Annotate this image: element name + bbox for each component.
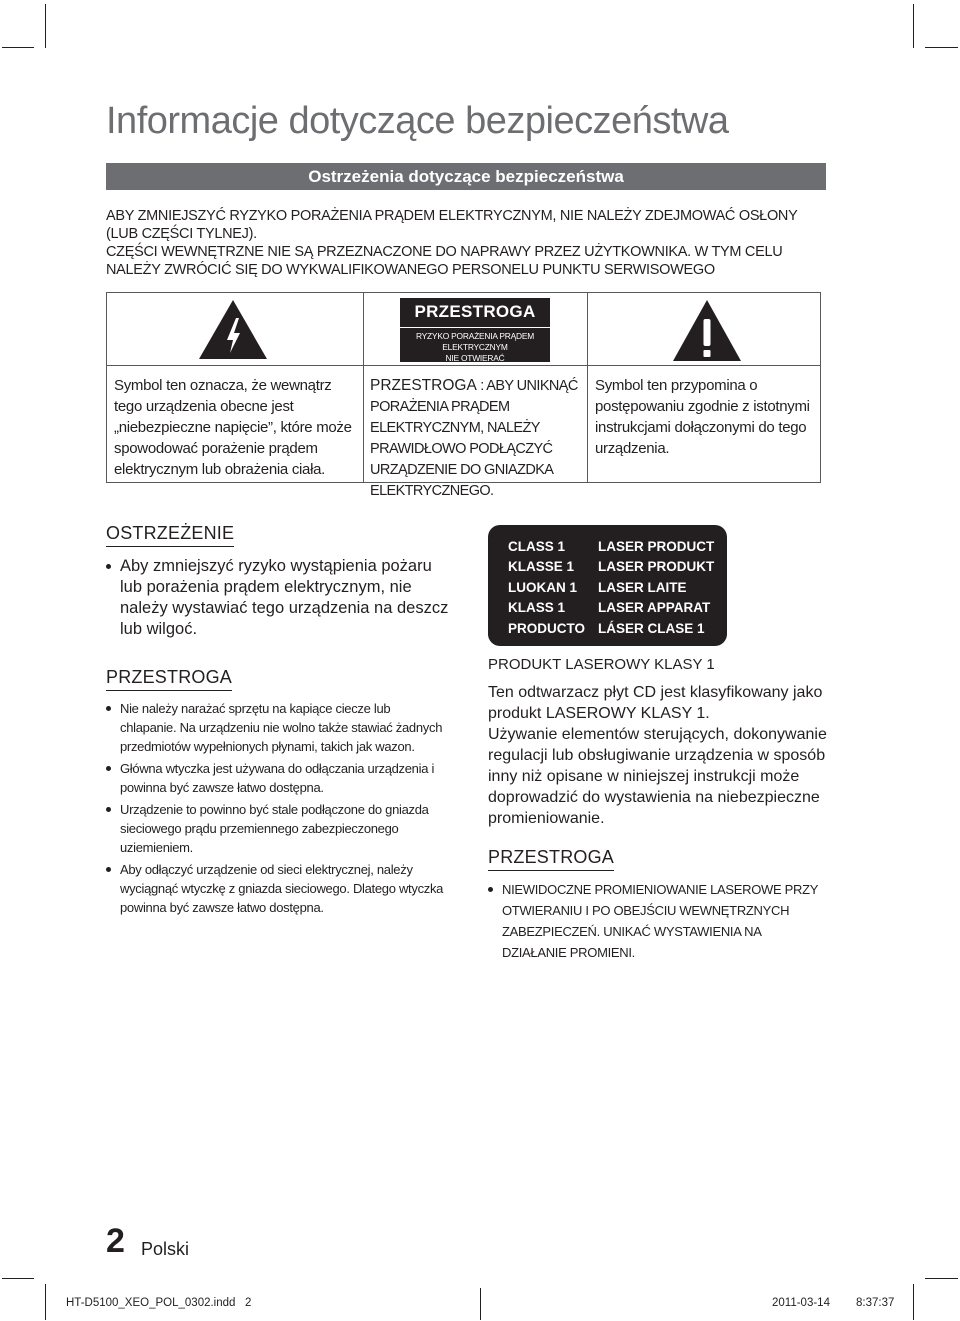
caution-label-box xyxy=(400,298,550,362)
crop-mark xyxy=(913,1284,914,1320)
crop-mark xyxy=(45,4,46,48)
crop-mark xyxy=(913,4,914,48)
footer-time: 8:37:37 xyxy=(856,1297,895,1309)
exclamation-symbol-description: Symbol ten przypomina o postępowaniu zgodnie z istotnymi instrukcjami dołączonymi do tego urządzenia. xyxy=(595,377,810,457)
laser-caution-list xyxy=(488,879,828,963)
intro-text xyxy=(106,207,818,279)
crop-mark xyxy=(2,1278,34,1279)
intro-paragraph: ABY ZMNIEJSZYĆ RYZYKO PORAŻENIA PRĄDEM ELEKTRYCZNYM, NIE NALEŻY ZDEJMOWAĆ OSŁONY (LUB CZĘŚCI TYLNEJ). xyxy=(106,208,798,242)
caution-label-subtitle: RYZYKO PORAŻENIA PRĄDEM ELEKTRYCZNYM xyxy=(415,331,535,352)
caution-heading: PRZESTROGA xyxy=(106,667,232,691)
table-cell: LASER PRODUKT xyxy=(598,559,715,575)
row-divider xyxy=(107,365,820,366)
crop-mark xyxy=(45,1284,46,1320)
table-cell: LASER LAITE xyxy=(598,579,687,595)
table-row xyxy=(508,618,714,639)
column-divider xyxy=(363,293,364,482)
caution-symbol-text: : ABY UNIKNĄĆ PORAŻENIA PRĄDEM ELEKTRYCZNYM, NALEŻY PRAWIDŁOWO PODŁĄCZYĆ URZĄDZENIE DO GNIAZDKA ELEKTRYCZNEGO. xyxy=(370,378,578,499)
table-row xyxy=(508,577,714,598)
caution-label-divider xyxy=(400,327,550,328)
table-row xyxy=(508,557,714,578)
section-title: Ostrzeżenia dotyczące bezpieczeństwa xyxy=(106,163,826,190)
list-item: Główna wtyczka jest używana do odłączania urządzenia i powinna być zawsze łatwo dostępna. xyxy=(106,759,446,797)
table-row xyxy=(508,598,714,619)
laser-paragraph: Używanie elementów sterujących, dokonywanie regulacji lub obsługiwanie urządzenia w sposób inny niż opisane w niniejszej instrukcji może doprowadzić do wystawienia na niebezpieczne promieniowanie. xyxy=(488,726,827,827)
list-item: Urządzenie to powinno być stale podłączone do gniazda sieciowego prądu przemiennego zabezpieczonego uziemieniem. xyxy=(106,800,446,857)
caution-label-subtitle: NIE OTWIERAĆ xyxy=(445,353,505,363)
footer-filename xyxy=(66,1297,251,1309)
list-item: Aby odłączyć urządzenie od sieci elektrycznej, należy wyciągnąć wtyczkę z gniazda sieciowego. Dlatego wtyczka powinna być zawsze łatwo dostępna. xyxy=(106,860,446,917)
laser-paragraph: Ten odtwarzacz płyt CD jest klasyfikowany jako produkt LASEROWY KLASY 1. xyxy=(488,684,823,722)
lightning-triangle-icon xyxy=(197,298,269,361)
intro-paragraph: CZĘŚCI WEWNĘTRZNE NIE SĄ PRZEZNACZONE DO NAPRAWY PRZEZ UŻYTKOWNIKA. W TYM CELU NALEŻY ZWRÓCIĆ SIĘ DO WYKWALIFIKOWANEGO PERSONELU PUNKTU SERWISOWEGO xyxy=(106,244,783,278)
list-item: Nie należy narażać sprzętu na kapiące ciecze lub chlapanie. Na urządzeniu nie wolno także stawiać żadnych przedmiotów wypełnionych płynami, takich jak wazon. xyxy=(106,699,446,756)
page-title: Informacje dotyczące bezpieczeństwa xyxy=(106,100,729,142)
crop-mark xyxy=(925,1278,958,1279)
caution-label-title: PRZESTROGA xyxy=(414,302,536,321)
exclamation-triangle-icon xyxy=(671,298,743,363)
table-cell: LASER APPARAT xyxy=(598,600,711,616)
caution-list xyxy=(106,699,446,920)
table-cell: LASER PRODUCT xyxy=(598,538,715,554)
column-divider xyxy=(587,293,588,482)
laser-description xyxy=(488,682,828,829)
list-item: Aby zmniejszyć ryzyko wystąpienia pożaru lub porażenia prądem elektrycznym, nie należy wystawiać tego urządzenia na deszcz lub wilgoć. xyxy=(106,556,456,640)
crop-mark xyxy=(480,1288,481,1320)
page-number: 2 xyxy=(106,1222,125,1260)
footer-file: HT-D5100_XEO_POL_0302.indd 2 xyxy=(66,1297,252,1309)
table-cell: LUOKAN 1 xyxy=(508,579,578,595)
table-cell: CLASS 1 xyxy=(508,538,566,554)
table-cell: KLASSE 1 xyxy=(508,559,575,575)
table-cell: LÁSER CLASE 1 xyxy=(598,620,705,636)
laser-caution-heading: PRZESTROGA xyxy=(488,847,614,871)
table-row xyxy=(508,536,714,557)
laser-subheading: PRODUKT LASEROWY KLASY 1 xyxy=(488,656,715,673)
laser-label-table xyxy=(508,536,714,639)
table-cell: KLASS 1 xyxy=(508,600,566,616)
lightning-symbol-description: Symbol ten oznacza, że wewnątrz tego urządzenia obecne jest „niebezpieczne napięcie”, które może spowodować porażenie prądem elektrycznym lub obrażenia ciała. xyxy=(114,377,352,478)
footer-date: 2011-03-14 xyxy=(772,1297,830,1309)
page-language: Polski xyxy=(141,1239,190,1259)
crop-mark xyxy=(925,47,958,48)
caution-symbol-description xyxy=(370,375,585,502)
laser-class-label xyxy=(488,525,727,646)
caution-symbol-label: PRZESTROGA xyxy=(370,377,477,394)
list-item: NIEWIDOCZNE PROMIENIOWANIE LASEROWE PRZY OTWIERANIU I PO OBEJŚCIU WEWNĘTRZNYCH ZABEZPIECZEŃ. UNIKAĆ WYSTAWIENIA NA DZIAŁANIE PROMIENI. xyxy=(488,879,828,963)
crop-mark xyxy=(2,47,34,48)
warning-list xyxy=(106,556,456,640)
table-cell: PRODUCTO xyxy=(508,620,586,636)
warning-heading: OSTRZEŻENIE xyxy=(106,523,234,547)
